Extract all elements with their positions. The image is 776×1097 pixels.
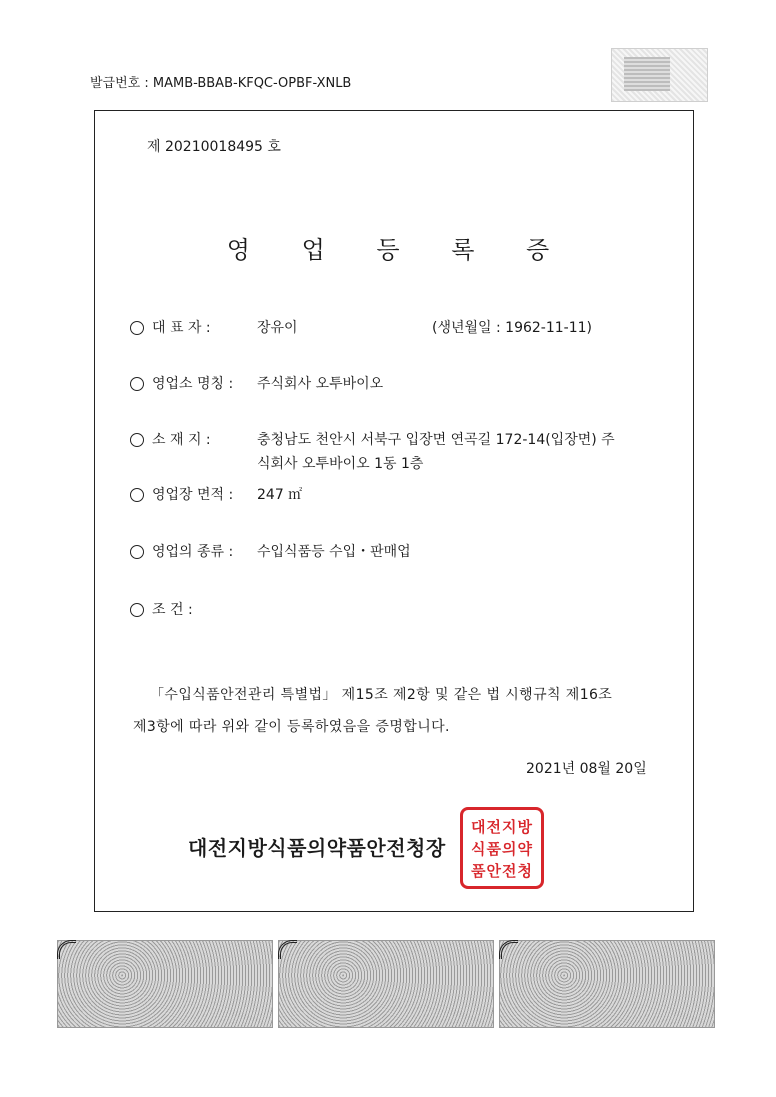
top-barcode-pattern [624,57,670,91]
field-label: 영업장 면적 : [152,487,234,503]
top-barcode [611,48,708,102]
field-label: 소 재 지 : [152,432,211,448]
field-value: 장유이 [257,320,298,336]
birth-date: (생년월일 : 1962-11-11) [432,320,592,336]
issue-number: 발급번호 : MAMB-BBAB-KFQC-OPBF-XNLB [90,76,352,91]
law-text-line2: 제3항에 따라 위와 같이 등록하였음을 증명합니다. [133,719,450,735]
bullet-circle-icon [130,545,144,559]
bullet-circle-icon [130,488,144,502]
document-title: 영 업 등 록 증 [226,236,572,264]
official-seal-icon [460,807,544,889]
field-location [130,429,615,472]
seal-text: 대전지방 식품의약 품안전청 [471,818,533,880]
field-label: 대 표 자 : [152,320,211,336]
bullet-circle-icon [130,377,144,391]
bullet-circle-icon [130,433,144,447]
field-value: 수입식품등 수입・판매업 [257,544,411,560]
bullet-circle-icon [130,321,144,335]
field-value: 247 ㎡ [257,487,303,503]
field-area [130,484,303,504]
security-barcode-2 [278,940,494,1028]
field-conditions [130,599,244,619]
certificate-number: 제 20210018495 호 [147,139,281,155]
issuer-name: 대전지방식품의약품안전청장 [188,836,446,860]
field-value-line1: 충청남도 천안시 서북구 입장면 연곡길 172-14(입장면) 주 [257,432,615,448]
field-business-name [130,373,384,393]
field-label: 영업소 명칭 : [152,376,234,392]
field-value: 주식회사 오투바이오 [257,376,384,392]
field-business-type [130,541,411,561]
field-representative [130,317,298,337]
security-barcode-1 [57,940,273,1028]
corner-mark-icon [499,940,518,959]
bullet-circle-icon [130,603,144,617]
security-barcode-3 [499,940,715,1028]
corner-mark-icon [57,940,76,959]
field-label: 조 건 : [152,602,193,618]
field-label: 영업의 종류 : [152,544,234,560]
field-value-line2: 식회사 오투바이오 1동 1층 [257,456,424,472]
law-text-line1: 「수입식품안전관리 특별법」 제15조 제2항 및 같은 법 시행규칙 제16조 [150,687,613,703]
issue-date: 2021년 08월 20일 [526,761,647,777]
corner-mark-icon [278,940,297,959]
